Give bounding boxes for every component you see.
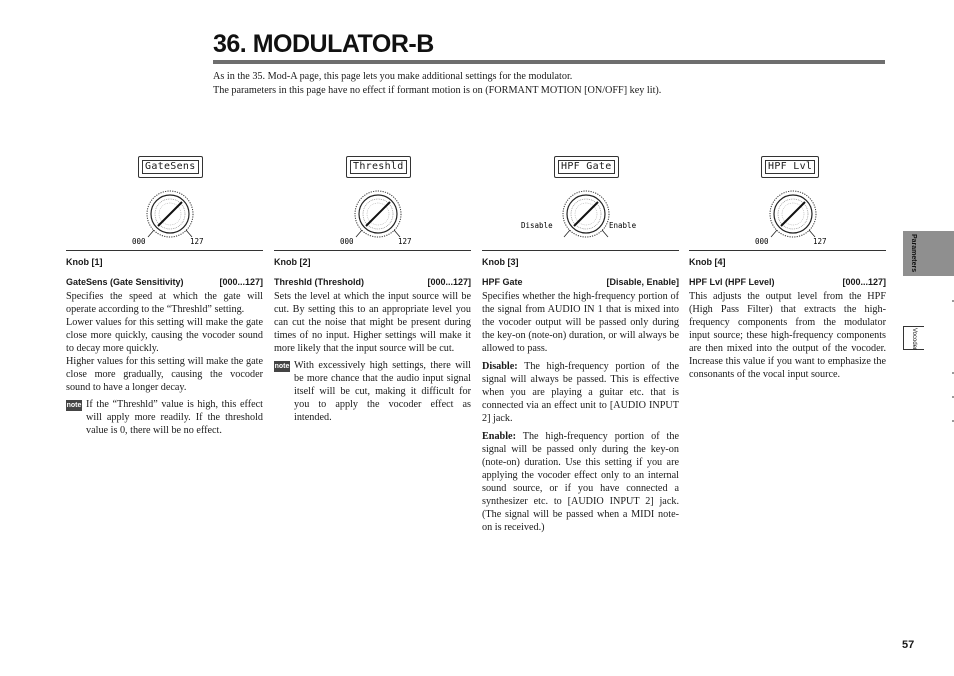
note-block [274, 359, 471, 424]
note-text: If the “Threshld” value is high, this effect will apply more readily. If the threshold value is 0, there will be no effect. [86, 399, 263, 436]
lcd-label: GateSens [142, 160, 199, 174]
knob-illustration [482, 150, 679, 250]
knob-dial-icon [729, 188, 849, 250]
lcd-label: HPF Gate [558, 160, 615, 174]
description-paragraph [482, 430, 679, 534]
param-line [66, 277, 263, 289]
param-range: [000...127] [219, 277, 263, 287]
description-paragraph: Higher values for this setting will make the gate close more gradually, causing the vocoder sound to have a longer decay. [66, 356, 263, 393]
knob-dial-icon [106, 188, 226, 250]
title-rule [213, 60, 885, 64]
knob-3-column [482, 150, 679, 534]
lcd-label: Threshld [350, 160, 407, 174]
knob-heading: Knob [4] [689, 250, 886, 271]
scale-min-label: 000 [755, 237, 769, 246]
scale-max-label: 127 [190, 237, 204, 246]
param-name: HPF Gate [482, 277, 523, 287]
note-icon: note [274, 363, 290, 370]
note-icon: note [66, 402, 82, 409]
page-title: 36. MODULATOR-B [213, 30, 434, 58]
knob-1-column [66, 150, 263, 437]
param-range: [000...127] [427, 277, 471, 287]
knob-2-column [274, 150, 471, 424]
note-text: With excessively high settings, there will be more chance that the audio input signal itself will be cut, making it difficult for you to apply the vocoder effect as intended. [294, 360, 471, 423]
page-number: 57 [902, 639, 915, 651]
enable-term: Enable: [482, 431, 516, 442]
param-name: Threshld (Threshold) [274, 277, 364, 287]
enable-text: The high-frequency portion of the signal will be passed only during the key-on (note-on) duration. Use this setting if you are applying the vocoder effect only to an internal sound source, or if you have connected a synthesizer etc. to [AUDIO INPUT 2] jack. (The signal will be passed when a MIDI note-on is received.) [482, 431, 679, 533]
knob-4-column [689, 150, 886, 381]
knob-heading: Knob [2] [274, 250, 471, 271]
param-name: HPF Lvl (HPF Level) [689, 277, 775, 287]
description-paragraph [482, 360, 679, 425]
knob-illustration [274, 150, 471, 250]
knob-dial-icon [482, 188, 642, 250]
knob-illustration [689, 150, 886, 250]
param-description [689, 290, 886, 381]
lcd-label: HPF Lvl [765, 160, 815, 174]
scale-max-label: 127 [813, 237, 827, 246]
description-paragraph: Specifies the speed at which the gate will operate according to the “Threshld” setting. [66, 291, 263, 315]
lcd-display [346, 156, 411, 178]
lcd-display [761, 156, 819, 178]
param-description [482, 290, 679, 534]
knob-illustration [66, 150, 263, 250]
knob-heading: Knob [3] [482, 250, 679, 271]
description-paragraph: This adjusts the output level from the HPF (High Pass Filter) that extracts the high-frequency components from the modulator input source; these high-frequency components are then mixed into the output of the vocoder. Increase this value if you want to emphasize the consonants of the vocal input source. [689, 291, 886, 380]
intro-line: As in the 35. Mod-A page, this page lets you make additional settings for the modulator. [213, 71, 573, 82]
disable-term: Disable: [482, 361, 518, 372]
description-paragraph: Sets the level at which the input source will be cut. By setting this to an appropriate level you can cut the noise that might be present during times of no input. Higher settings will make it more likely that the input source will be cut. [274, 291, 471, 354]
knob-dial-icon [314, 188, 434, 250]
description-paragraph: Lower values for this setting will make the gate close more quickly, causing the vocoder sound to decay more quickly. [66, 317, 263, 354]
scale-min-label: 000 [132, 237, 146, 246]
param-range: [000...127] [842, 277, 886, 287]
param-line [689, 277, 886, 289]
subsection-tab-label: Vocoder [911, 328, 917, 351]
param-range: [Disable, Enable] [606, 277, 679, 287]
section-tab-label: Parameters [910, 234, 917, 273]
lcd-display [138, 156, 203, 178]
scale-min-label: 000 [340, 237, 354, 246]
param-description [274, 290, 471, 355]
param-line [274, 277, 471, 289]
param-name: GateSens (Gate Sensitivity) [66, 277, 184, 287]
intro-text [213, 70, 885, 97]
scale-min-label: Disable [521, 221, 553, 230]
scale-max-label: Enable [609, 221, 637, 230]
note-block [66, 398, 263, 437]
description-paragraph: Specifies whether the high-frequency portion of the signal from AUDIO IN 1 that is mixed into the vocoder output will be passed only during the key-on (note-on) duration, or will always be allowed to pass. [482, 291, 679, 354]
disable-text: The high-frequency portion of the signal will always be passed. This is effective when you are playing a guitar etc. that is connected via an effect unit to [AUDIO INPUT 2] jack. [482, 361, 679, 424]
param-description [66, 290, 263, 394]
scale-max-label: 127 [398, 237, 412, 246]
knob-heading: Knob [1] [66, 250, 263, 271]
param-line [482, 277, 679, 289]
intro-line: The parameters in this page have no effect if formant motion is on (FORMANT MOTION [ON/OFF] key lit). [213, 84, 662, 96]
lcd-display [554, 156, 619, 178]
